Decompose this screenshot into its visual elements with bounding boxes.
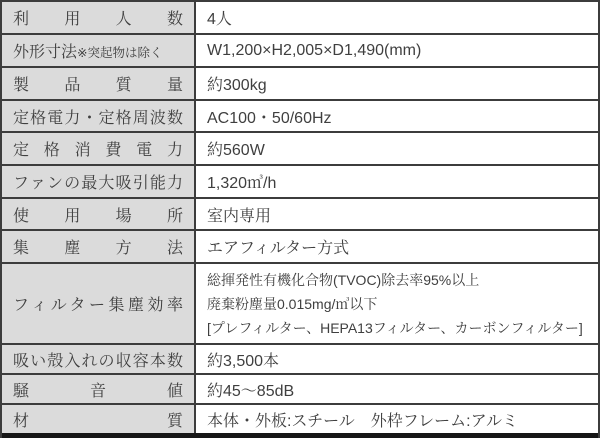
spec-value-cell [196, 199, 598, 229]
spec-value-cell [196, 405, 598, 433]
spec-value: 本体・外板:スチール 外枠フレーム:アルミ [207, 412, 518, 430]
spec-value: 約560W [207, 142, 265, 159]
spec-value: 室内専用 [207, 207, 272, 225]
spec-label-note: ※突起物は除く [77, 46, 163, 60]
spec-row [2, 264, 598, 345]
spec-value: 約45〜85dB [207, 382, 295, 400]
spec-label: 外形寸法※突起物は除く [13, 44, 163, 61]
spec-row [2, 2, 598, 35]
spec-value-cell [196, 133, 598, 164]
spec-row [2, 133, 598, 166]
spec-value: 1,320㎥/h [207, 175, 277, 192]
spec-value-cell [196, 264, 598, 343]
spec-value: W1,200×H2,005×D1,490(mm) [207, 41, 422, 59]
spec-row [2, 166, 598, 199]
spec-value-cell [196, 2, 598, 33]
spec-label-cell [2, 405, 196, 433]
spec-label: 集塵方法 [13, 240, 183, 257]
spec-label-cell [2, 101, 196, 131]
table-bottom-rule [2, 433, 600, 438]
spec-label-cell [2, 68, 196, 99]
spec-row [2, 345, 598, 375]
spec-value-line: 廃棄粉塵量0.015mg/㎥以下 [207, 295, 378, 312]
spec-value-cell [196, 231, 598, 262]
spec-value-cell [196, 375, 598, 403]
spec-label-cell [2, 345, 196, 373]
spec-label: 定格消費電力 [13, 142, 183, 159]
spec-label-cell [2, 35, 196, 66]
spec-value: 約3,500本 [207, 352, 280, 370]
spec-value: AC100・50/60Hz [207, 109, 332, 127]
spec-label: 利用人数 [13, 11, 183, 28]
spec-row [2, 35, 598, 68]
spec-row [2, 101, 598, 133]
spec-label-cell [2, 166, 196, 197]
spec-label: 騒音値 [13, 382, 183, 400]
spec-value-cell [196, 68, 598, 99]
spec-row [2, 199, 598, 231]
spec-label-cell [2, 2, 196, 33]
spec-row [2, 405, 598, 433]
spec-row [2, 68, 598, 101]
spec-row [2, 375, 598, 405]
spec-value-cell [196, 35, 598, 66]
spec-row [2, 231, 598, 264]
spec-value: 4人 [207, 11, 232, 28]
spec-label: ファンの最大吸引能力 [13, 175, 183, 192]
spec-label-cell [2, 231, 196, 262]
spec-value: 約300kg [207, 77, 267, 94]
spec-label-cell [2, 199, 196, 229]
spec-label: フィルター集塵効率 [13, 297, 183, 314]
spec-label: 使用場所 [13, 207, 183, 225]
spec-label-cell [2, 264, 196, 343]
spec-value-line: 総揮発性有機化合物(TVOC)除去率95%以上 [207, 271, 480, 288]
spec-label: 材質 [13, 412, 183, 430]
spec-label: 吸い殻入れの収容本数 [13, 352, 183, 370]
spec-value-line: [プレフィルター、HEPA13フィルター、カーボンフィルター] [207, 319, 583, 336]
spec-value-cell [196, 345, 598, 373]
spec-label: 定格電力・定格周波数 [13, 109, 183, 127]
spec-value-cell [196, 166, 598, 197]
spec-label-cell [2, 375, 196, 403]
spec-label: 製品質量 [13, 77, 183, 94]
spec-label-cell [2, 133, 196, 164]
spec-value-cell [196, 101, 598, 131]
spec-value: エアフィルター方式 [207, 240, 350, 257]
